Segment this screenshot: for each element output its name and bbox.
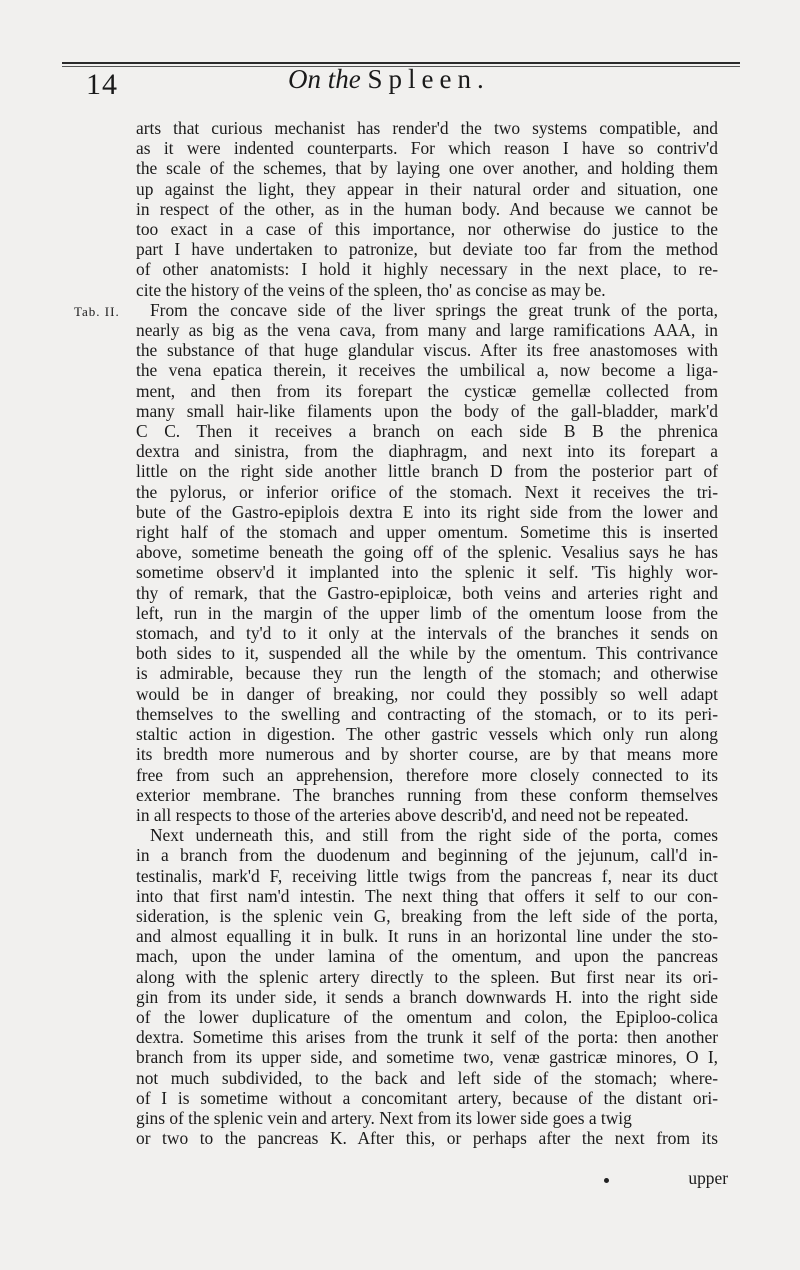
catchword: upper [688,1168,728,1188]
text-line: and almost equalling it in bulk. It runs in an horizontal line under the sto- [136,926,718,947]
text-line: not much subdivided, to the back and left side of the stomach; where- [136,1067,718,1088]
text-line: up against the light, they appear in their natural order and situation, one [136,178,718,199]
text-line: above, sometime beneath the going off of the splenic. Vesalius says he has [136,542,718,563]
text-line: part I have undertaken to patronize, but deviate too far from the method [136,239,718,260]
text-line: right half of the stomach and upper omentum. Sometime this is inserted [136,522,718,543]
text-line: free from such an apprehension, therefore more closely connected to its [136,764,718,785]
text-line: of the lower duplicature of the omentum and colon, the Epiploo-colica [136,1006,718,1027]
text-line: staltic action in digestion. The other gastric vessels which only run along [136,724,718,745]
text-line: or two to the pancreas K. After this, or perhaps after the next from its [136,1128,718,1149]
text-line: of other anatomists: I hold it highly necessary in the next place, to re- [136,259,718,280]
text-line: bute of the Gastro-epiplois dextra E into its right side from the lower and [136,501,718,522]
text-line: of I is sometime without a concomitant artery, because of the distant ori- [136,1087,718,1108]
text-line: From the concave side of the liver springs the great trunk of the porta, [150,299,718,320]
text-line: would be in danger of breaking, nor could they possibly so well adapt [136,683,718,704]
text-line: the vena epatica therein, it receives the umbilical a, now become a liga- [136,360,718,381]
text-line: dextra and sinistra, from the diaphragm, and next into its forepart a [136,441,718,462]
text-line: ment, and then from its forepart the cysticæ gemellæ collected from [136,380,718,401]
text-line: arts that curious mechanist has render'd the two systems compatible, and [136,118,718,138]
text-line: many small hair-like filaments upon the body of the gall-bladder, mark'd [136,400,718,421]
text-line: dextra. Sometime this arises from the trunk it self of the porta: then another [136,1027,718,1048]
text-line: branch from its upper side, and sometime two, venæ gastricæ minores, O I, [136,1047,718,1068]
text-line: gin from its under side, it sends a branch downwards H. into the right side [136,986,718,1007]
text-line: both sides to it, suspended all the while by the omentum. This contrivance [136,643,718,664]
text-line: testinalis, mark'd F, receiving little twigs from the pancreas f, near its duct [136,865,718,886]
text-line: as it were indented counterparts. For which reason I have so contriv'd [136,138,718,159]
ink-dot [604,1178,609,1183]
text-line: gins of the splenic vein and artery. Next from its lower side goes a twig [136,1107,632,1128]
text-line: cite the history of the veins of the spleen, tho' as concise as may be. [136,279,606,300]
text-line: sideration, is the splenic vein G, breaking from the left side of the porta, [136,905,718,926]
body-text [136,118,718,1148]
running-head [288,64,490,95]
text-line: C C. Then it receives a branch on each side B B the phrenica [136,421,718,442]
running-head-caps: Spleen. [367,64,490,94]
text-line: along with the splenic artery directly to the spleen. But first near its ori- [136,966,718,987]
page-number: 14 [86,68,118,101]
margin-note: Tab. II. [74,304,120,319]
text-line: themselves to the swelling and contracting of the stomach, or to its peri- [136,703,718,724]
text-line: left, run in the margin of the upper limb of the omentum loose from the [136,602,718,623]
text-line: little on the right side another little branch D from the posterior part of [136,461,718,482]
running-head-italic: On the [288,64,361,94]
text-line: in respect of the other, as in the human body. And because we cannot be [136,198,718,219]
text-line: Next underneath this, and still from the right side of the porta, comes [150,825,718,846]
text-line: exterior membrane. The branches running from these conform themselves [136,784,718,805]
text-line: in all respects to those of the arteries above describ'd, and need not be repeated. [136,804,689,825]
text-line: thy of remark, that the Gastro-epiploicæ, both veins and arteries right and [136,582,718,603]
text-line: sometime observ'd it implanted into the splenic it self. 'Tis highly wor- [136,562,718,583]
text-line: is admirable, because they run the length of the stomach; and otherwise [136,663,718,684]
text-line: in a branch from the duodenum and beginning of the jejunum, call'd in- [136,845,718,866]
text-line: nearly as big as the vena cava, from many and large ramifications AAA, in [136,320,718,341]
text-line: stomach, and ty'd to it only at the intervals of the branches it sends on [136,623,718,644]
text-line: into that first nam'd intestin. The next thing that offers it self to our con- [136,885,718,906]
text-line: the substance of that huge glandular viscus. After its free anastomoses with [136,340,718,361]
text-line: the pylorus, or inferior orifice of the stomach. Next it receives the tri- [136,481,718,502]
text-line: mach, upon the under lamina of the omentum, and upon the pancreas [136,946,718,967]
text-line: its bredth more numerous and by shorter course, are by that means more [136,744,718,765]
text-line: too exact in a case of this importance, nor otherwise do justice to the [136,219,718,240]
text-line: the scale of the schemes, that by laying one over another, and holding them [136,158,718,179]
